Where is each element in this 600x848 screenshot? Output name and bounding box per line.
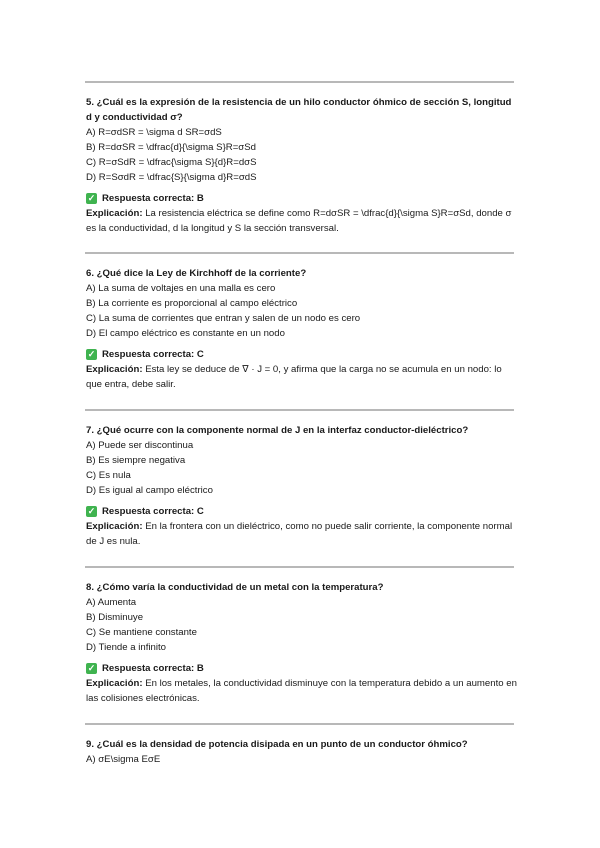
explanation-text: En la frontera con un dieléctrico, como no puede salir corriente, la componente normal de J es nula. [86,521,513,547]
question-text: 5. ¿Cuál es la expresión de la resistencia de un hilo conductor óhmico de sección S, longitud d y conductividad σ? [86,97,512,123]
option-a: A) La suma de voltajes en una malla es cero [86,283,276,294]
explanation-label: Explicación: [86,678,143,689]
divider [85,723,514,725]
explanation-text: La resistencia eléctrica se define como R=dσSR = \dfrac{d}{\sigma S}R=σSd, donde σ es la conductividad, d la longitud y S la sección transversal. [86,208,512,234]
check-icon: ✓ [87,193,96,203]
question-6 [86,266,518,392]
explanation [86,519,518,549]
option-a: A) Puede ser discontinua [86,440,194,451]
explanation-label: Explicación: [86,208,143,219]
answer-text: Respuesta correcta: C [102,349,204,360]
answer-text: Respuesta correcta: C [102,506,204,517]
explanation-label: Explicación: [86,364,143,375]
question-text: 6. ¿Qué dice la Ley de Kirchhoff de la corriente? [86,268,307,279]
correct-answer [86,661,518,676]
option-c: C) La suma de corrientes que entran y salen de un nodo es cero [86,313,361,324]
option-b: B) Es siempre negativa [86,455,186,466]
correct-answer [86,504,518,519]
check-icon: ✓ [87,506,96,516]
question-8 [86,580,518,706]
option-d: D) R=SσdR = \dfrac{S}{\sigma d}R=σdS [86,172,257,183]
option-d: D) Es igual al campo eléctrico [86,485,213,496]
option-d: D) El campo eléctrico es constante en un nodo [86,328,285,339]
question-5 [86,95,518,236]
explanation-label: Explicación: [86,521,143,532]
answer-text: Respuesta correcta: B [102,193,204,204]
check-icon: ✓ [87,663,96,673]
explanation [86,676,518,706]
correct-answer [86,191,518,206]
question-text: 9. ¿Cuál es la densidad de potencia disipada en un punto de un conductor óhmico? [86,739,468,750]
option-c: C) R=σSdR = \dfrac{\sigma S}{d}R=dσS [86,157,257,168]
check-icon: ✓ [87,349,96,359]
option-a: A) Aumenta [86,597,137,608]
option-a: A) R=σdSR = \sigma d SR=σdS [86,127,222,138]
option-a: A) σE\sigma EσE [86,754,161,765]
option-d: D) Tiende a infinito [86,642,166,653]
option-c: C) Se mantiene constante [86,627,197,638]
question-text: 8. ¿Cómo varía la conductividad de un metal con la temperatura? [86,582,384,593]
explanation [86,362,518,392]
explanation-text: En los metales, la conductividad disminuye con la temperatura debido a un aumento en las colisiones electrónicas. [86,678,517,704]
question-7 [86,423,518,549]
option-b: B) Disminuye [86,612,144,623]
divider [85,252,514,254]
correct-answer [86,347,518,362]
option-b: B) La corriente es proporcional al campo eléctrico [86,298,298,309]
question-text: 7. ¿Qué ocurre con la componente normal de J en la interfaz conductor-dieléctrico? [86,425,469,436]
option-b: B) R=dσSR = \dfrac{d}{\sigma S}R=σSd [86,142,256,153]
divider [85,409,514,411]
explanation-text: Esta ley se deduce de ∇ · J = 0, y afirma que la carga no se acumula en un nodo: lo que entra, debe salir. [86,364,502,390]
question-9 [86,737,518,767]
answer-text: Respuesta correcta: B [102,663,204,674]
divider [85,81,514,83]
explanation [86,206,518,236]
option-c: C) Es nula [86,470,131,481]
divider [85,566,514,568]
